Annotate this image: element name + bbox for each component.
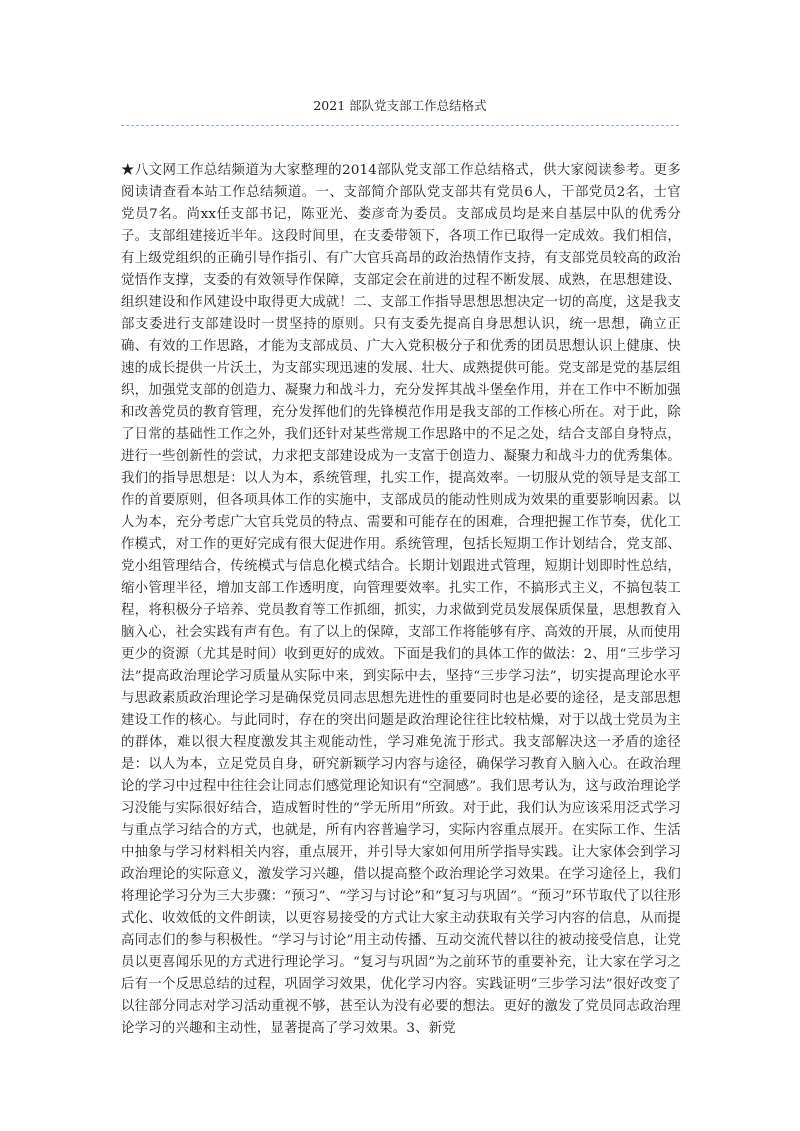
title-divider: [121, 125, 679, 126]
document-title: 2021 部队党支部工作总结格式: [313, 98, 487, 113]
intro-paragraph: ★八文网工作总结频道为大家整理的2014部队党支部工作总结格式，供大家阅读参考。更多阅读请查看本站工作总结频道。: [121, 163, 681, 200]
document-body: [121, 160, 681, 1040]
body-paragraph: 一、支部简介部队党支部共有党员6人，干部党员2名，士官党员7名。尚xx任支部书记，陈亚光、娄彦奇为委员。支部成员均是来自基层中队的优秀分子。支部组建接近半年。这段时间里，在支委带领下，各项工作已取得一定成效。我们相信，有上级党组织的正确引导作指引、有广大官兵高昂的政治热情作支持，有支部党员较高的政治觉悟作支撑，支委的有效领导作保障，支部定会在前进的过程不断发展、成熟，在思想建设、组织建设和作风建设中取得更大成就！二、支部工作指导思想思想决定一切的高度，这是我支部支委进行支部建设时一贯坚持的原则。只有支委先提高自身思想认识，统一思想，确立正确、有效的工作思路，才能为支部成员、广大入党积极分子和优秀的团员思想认识上健康、快速的成长提供一片沃土，为支部实现迅速的发展、壮大、成熟提供可能。党支部是党的基层组织，加强党支部的创造力、凝聚力和战斗力，充分发挥其战斗堡垒作用，并在工作中不断加强和改善党员的教育管理，充分发挥他们的先锋模范作用是我支部的工作核心所在。对于此，除了日常的基础性工作之外，我们还针对某些常规工作思路中的不足之处，结合支部自身特点，进行一些创新性的尝试，力求把支部建设成为一支富于创造力、凝聚力和战斗力的优秀集体。我们的指导思想是：以人为本，系统管理，扎实工作，提高效率。一切服从党的领导是支部工作的首要原则，但各项具体工作的实施中，支部成员的能动性则成为效果的重要影响因素。以人为本，充分考虑广大官兵党员的特点、需要和可能存在的困难，合理把握工作节奏，优化工作模式，对工作的更好完成有很大促进作用。系统管理，包括长短期工作计划结合，党支部、党小组管理结合，传统模式与信息化模式结合。长期计划跟进式管理，短期计划即时性总结，缩小管理半径，增加支部工作透明度，向管理要效率。扎实工作，不搞形式主义，不搞包装工程，将积极分子培养、党员教育等工作抓细，抓实，力求做到党员发展保质保量，思想教育入脑入心，社会实践有声有色。有了以上的保障，支部工作将能够有序、高效的开展，从而使用更少的资源（尤其是时间）收到更好的成效。下面是我们的具体工作的做法：2、用“三步学习法”提高政治理论学习质量从实际中来，到实际中去，坚持“三步学习法”，切实提高理论水平与思政素质政治理论学习是确保党员同志思想先进性的重要同时也是必要的途径，是支部思想建设工作的核心。与此同时，存在的突出问题是政治理论往往比较枯燥，对于以战士党员为主的群体，难以很大程度激发其主观能动性，学习难免流于形式。我支部解决这一矛盾的途径是：以人为本，立足党员自身，研究新颖学习内容与途径，确保学习教育入脑入心。在政治理论的学习中过程中往往会让同志们感觉理论知识有“空洞感”。我们思考认为，这与政治理论学习没能与实际很好结合，造成暂时性的“学无所用”所致。对于此，我们认为应该采用泛式学习与重点学习结合的方式，也就是，所有内容普遍学习，实际内容重点展开。在实际工作、生活中抽象与学习材料相关内容，重点展开，并引导大家如何用所学指导实践。让大家体会到学习政治理论的实际意义，激发学习兴趣，借以提高整个政治理论学习效果。在学习途径上，我们将理论学习分为三大步骤：“预习”、“学习与讨论”和“复习与巩固”。“预习”环节取代了以往形式化、收效低的文件朗读，以更容易接受的方式让大家主动获取有关学习内容的信息，从而提高同志们的参与积极性。“学习与讨论”用主动传播、互动交流代替以往的被动接受信息，让党员以更喜闻乐见的方式进行理论学习。“复习与巩固”为之前环节的重要补充，让大家在学习之后有一个反思总结的过程，巩固学习效果，优化学习内容。实践证明“三步学习法”很好改变了以往部分同志对学习活动重视不够，甚至认为没有必要的想法。更好的激发了党员同志政治理论学习的兴趣和主动性，显著提高了学习效果。3、新党: [121, 185, 681, 1036]
